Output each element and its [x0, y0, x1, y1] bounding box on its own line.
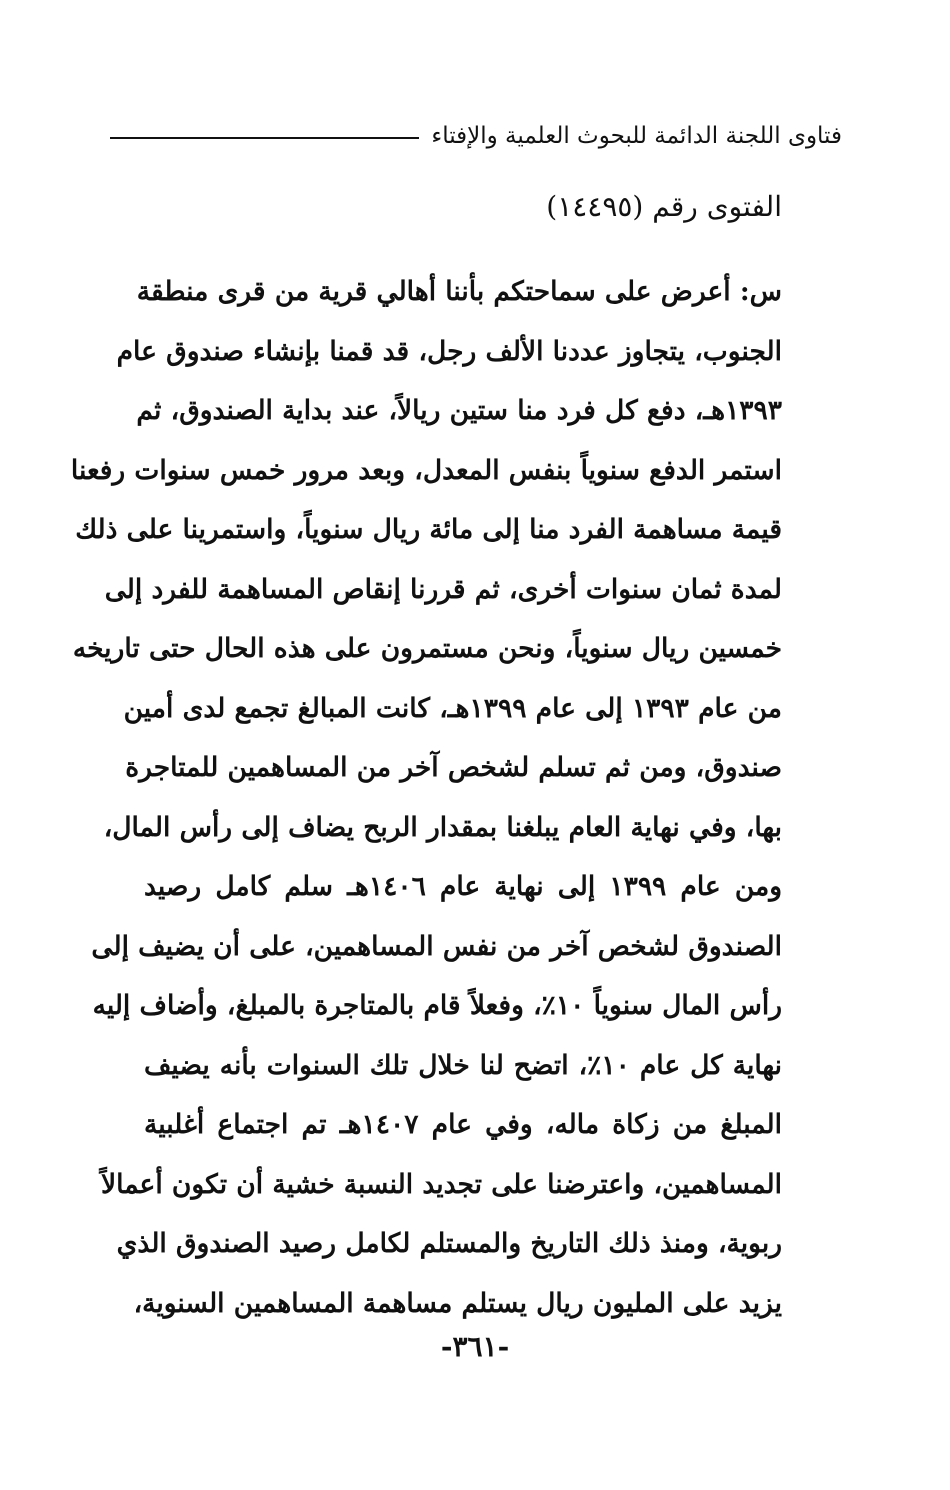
- header-title: فتاوى اللجنة الدائمة للبحوث العلمية والإفتاء: [431, 123, 842, 149]
- body-text: [70, 262, 783, 1333]
- body-line: ربوية، ومنذ ذلك التاريخ والمستلم لكامل رصيد الصندوق الذي: [116, 1228, 782, 1259]
- body-line: نهاية كل عام ١٠٪، اتضح لنا خلال تلك السنوات بأنه يضيف: [144, 1049, 783, 1081]
- running-header: [110, 116, 842, 156]
- body-line: المبلغ من زكاة ماله، وفي عام ١٤٠٧هـ تم اجتماع أغلبية: [144, 1109, 782, 1140]
- body-line: ١٣٩٣هـ، دفع كل فرد منا ستين ريالاً، عند بداية الصندوق، ثم: [136, 395, 782, 426]
- body-line: س: أعرض على سماحتكم بأننا أهالي قرية من قرى منطقة: [136, 276, 782, 307]
- header-rule: [110, 137, 419, 139]
- body-line: لمدة ثمان سنوات أخرى، ثم قررنا إنقاص المساهمة للفرد إلى: [104, 573, 782, 605]
- body-line: قيمة مساهمة الفرد منا إلى مائة ريال سنوياً، واستمرينا على ذلك: [75, 514, 782, 545]
- body-line: الجنوب، يتجاوز عددنا الألف رجل، قد قمنا بإنشاء صندوق عام: [116, 335, 782, 367]
- fatwa-number: الفتوى رقم (١٤٤٩٥): [546, 190, 782, 223]
- body-line: بها، وفي نهاية العام يبلغنا بمقدار الربح يضاف إلى رأس المال،: [103, 811, 782, 843]
- body-line: يزيد على المليون ريال يستلم مساهمة المساهمين السنوية،: [133, 1287, 782, 1319]
- body-line: الصندوق لشخص آخر من نفس المساهمين، على أن يضيف إلى: [91, 930, 782, 962]
- page-number: -٣٦١-: [440, 1330, 510, 1363]
- body-line: المساهمين، واعترضنا على تجديد النسبة خشية أن تكون أعمالاً: [101, 1168, 782, 1200]
- body-line: صندوق، ومن ثم تسلم لشخص آخر من المساهمين للمتاجرة: [125, 752, 782, 783]
- body-line: رأس المال سنوياً ١٠٪، وفعلاً قام بالمتاجرة بالمبلغ، وأضاف إليه: [92, 990, 782, 1021]
- body-line: ومن عام ١٣٩٩ إلى نهاية عام ١٤٠٦هـ سلم كامل رصيد: [144, 871, 782, 902]
- body-line: استمر الدفع سنوياً بنفس المعدل، وبعد مرور خمس سنوات رفعنا: [70, 454, 782, 486]
- body-line: من عام ١٣٩٣ إلى عام ١٣٩٩هـ، كانت المبالغ تجمع لدى أمين: [123, 692, 782, 724]
- body-line: خمسين ريال سنوياً، ونحن مستمرون على هذه الحال حتى تاريخه: [72, 633, 782, 664]
